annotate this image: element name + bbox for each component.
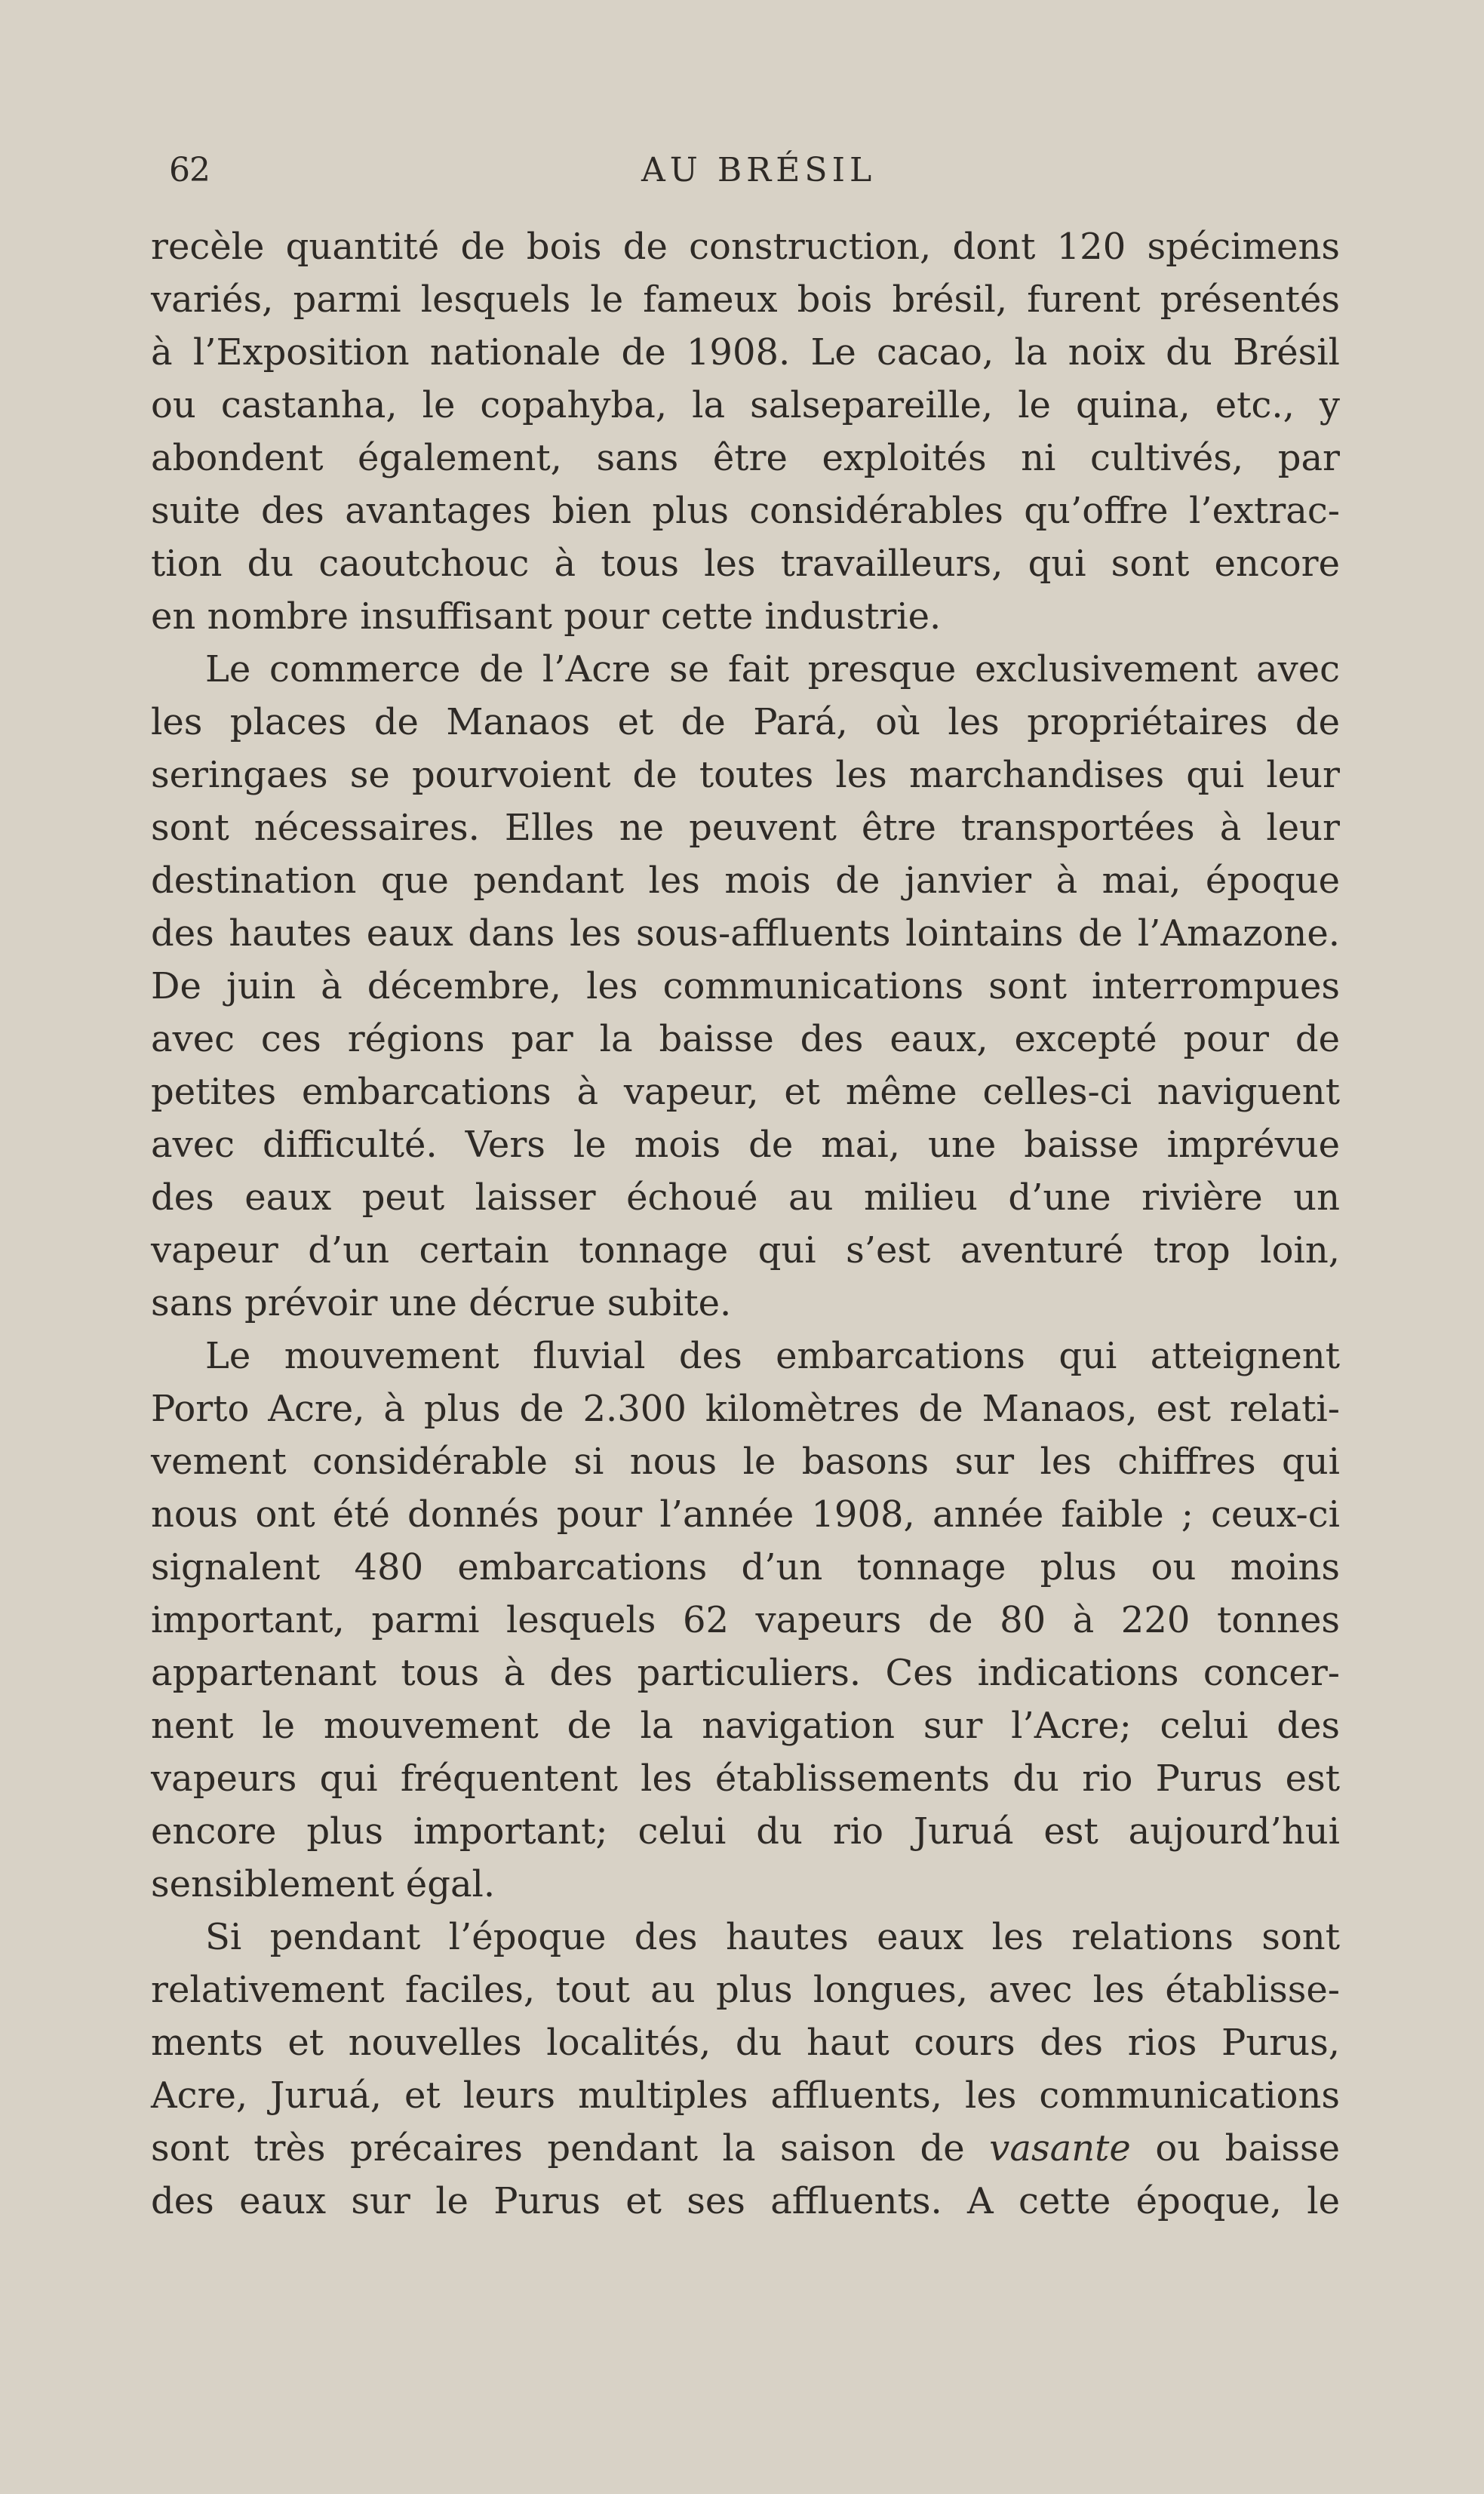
text-line: relativement faciles, tout au plus longues, avec les établisse-	[151, 1969, 1340, 2011]
text-line: avec ces régions par la baisse des eaux, excepté pour de	[151, 1018, 1340, 1060]
text-line: abondent également, sans être exploités ni cultivés, par	[151, 437, 1340, 479]
text-line: tion du caoutchouc à tous les travailleurs, qui sont encore	[151, 543, 1340, 585]
page-number: 62	[169, 151, 210, 189]
text-line: sont nécessaires. Elles ne peuvent être transportées à leur	[151, 807, 1340, 849]
text-line: seringaes se pourvoient de toutes les marchandises qui leur	[151, 754, 1340, 796]
text-segment: sont très précaires pendant la saison de	[151, 2127, 965, 2170]
text-line: appartenant tous à des particuliers. Ces indications concer-	[151, 1652, 1340, 1694]
text-line: Le commerce de l’Acre se fait presque exclusivement avec	[205, 648, 1340, 690]
text-line: signalent 480 embarcations d’un tonnage plus ou moins	[151, 1546, 1340, 1588]
text-line: des eaux peut laisser échoué au milieu d’une rivière un	[151, 1176, 1340, 1219]
text-line: important, parmi lesquels 62 vapeurs de 80 à 220 tonnes	[151, 1599, 1340, 1641]
text-line: avec difficulté. Vers le mois de mai, une baisse imprévue	[151, 1124, 1340, 1166]
text-line: à l’Exposition nationale de 1908. Le cacao, la noix du Brésil	[151, 331, 1340, 374]
text-line: ments et nouvelles localités, du haut cours des rios Purus,	[151, 2022, 1340, 2064]
text-line: ou castanha, le copahyba, la salsepareille, le quina, etc., y	[151, 384, 1340, 426]
running-title: AU BRÉSIL	[641, 151, 877, 189]
text-line: variés, parmi lesquels le fameux bois brésil, furent présentés	[151, 278, 1340, 321]
text-line: vement considérable si nous le basons sur les chiffres qui	[151, 1441, 1340, 1483]
text-line: des hautes eaux dans les sous-affluents lointains de l’Amazone.	[151, 912, 1340, 955]
text-line: sensiblement égal.	[151, 1863, 496, 1905]
text-line: Acre, Juruá, et leurs multiples affluents, les communications	[151, 2074, 1340, 2117]
text-line: destination que pendant les mois de janvier à mai, époque	[151, 860, 1340, 902]
text-line: petites embarcations à vapeur, et même celles-ci naviguent	[151, 1071, 1340, 1113]
italic-term: vasante	[989, 2127, 1131, 2170]
text-line-with-italic	[151, 2122, 1340, 2175]
text-line: en nombre insuffisant pour cette industrie.	[151, 595, 942, 638]
running-head	[169, 151, 1331, 196]
text-line: des eaux sur le Purus et ses affluents. A cette époque, le	[151, 2180, 1340, 2222]
text-line: Le mouvement fluvial des embarcations qui atteignent	[205, 1335, 1340, 1377]
text-line: nous ont été donnés pour l’année 1908, année faible ; ceux-ci	[151, 1493, 1340, 1536]
text-segment: ou baisse	[1155, 2127, 1341, 2170]
text-line: nent le mouvement de la navigation sur l’Acre; celui des	[151, 1705, 1340, 1747]
text-line: vapeur d’un certain tonnage qui s’est aventuré trop loin,	[151, 1229, 1340, 1272]
text-line: vapeurs qui fréquentent les établissements du rio Purus est	[151, 1757, 1340, 1800]
text-line: De juin à décembre, les communications sont interrompues	[151, 965, 1340, 1007]
text-line: suite des avantages bien plus considérables qu’offre l’extrac-	[151, 490, 1340, 532]
text-line: encore plus important; celui du rio Juruá est aujourd’hui	[151, 1810, 1340, 1853]
text-line: les places de Manaos et de Pará, où les propriétaires de	[151, 701, 1340, 743]
text-line: Porto Acre, à plus de 2.300 kilomètres de Manaos, est relati-	[151, 1388, 1340, 1430]
text-line: sans prévoir une décrue subite.	[151, 1282, 732, 1324]
text-line: recèle quantité de bois de construction, dont 120 spécimens	[151, 226, 1340, 268]
body-text	[151, 220, 1340, 2228]
text-line: Si pendant l’époque des hautes eaux les relations sont	[205, 1916, 1340, 1958]
